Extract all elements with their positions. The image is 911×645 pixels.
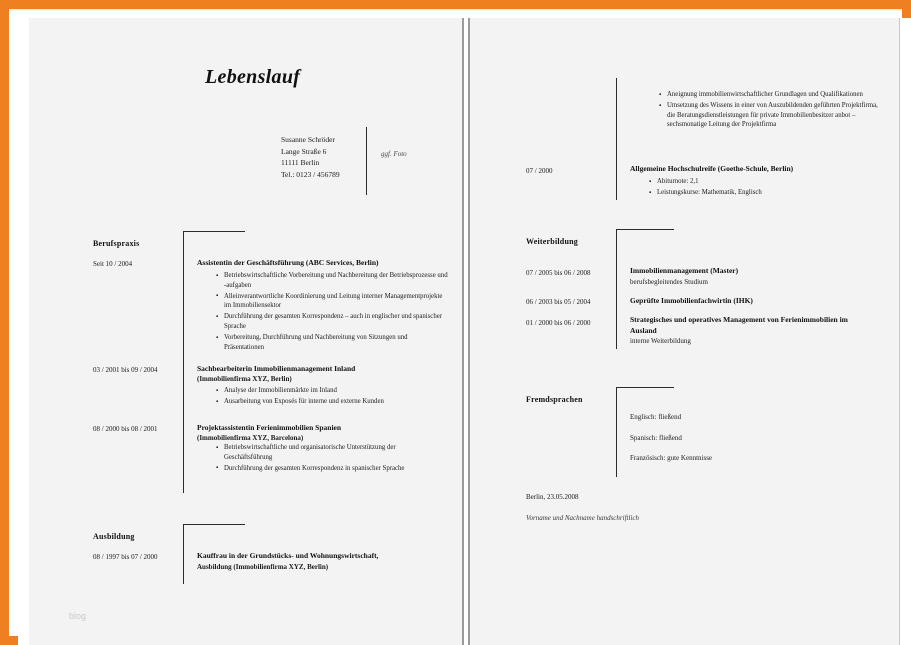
- section-rule-berufspraxis: [183, 231, 245, 232]
- document-canvas: [18, 18, 911, 645]
- entry-subtitle: Ausbildung (Immobilienfirma XYZ, Berlin): [197, 563, 329, 571]
- timeline-rule-weiterbildung: [616, 229, 617, 349]
- entry-date: 06 / 2003 bis 05 / 2004: [526, 298, 591, 306]
- list-item: ▪ Ausarbeitung von Exposés für interne und externe Kunden: [224, 397, 439, 407]
- signature-placeholder: Vorname und Nachname handschriftlich: [526, 514, 639, 522]
- entry-bullets: [648, 177, 882, 199]
- list-item: ▪ Betriebswirtschaftliche und organisatorische Unterstützung der Geschäftsführung: [224, 443, 444, 462]
- entry-bullets: [215, 271, 449, 354]
- contact-line-phone: Tel.: 0123 / 456789: [281, 169, 340, 179]
- entry-date: Seit 10 / 2004: [93, 260, 133, 268]
- list-item: ▪ Betriebswirtschaftliche Vorbereitung und Nachbereitung der Betriebsprozesse und -aufgaben: [224, 271, 449, 290]
- section-rule-ausbildung: [183, 524, 245, 525]
- entry-date: 08 / 1997 bis 07 / 2000: [93, 553, 158, 561]
- entry-title: Kauffrau in der Grundstücks- und Wohnungswirtschaft,: [197, 551, 379, 560]
- entry-subtitle: (Immobilienfirma XYZ, Barcelona): [197, 434, 304, 442]
- contact-block: [281, 134, 340, 180]
- language-item: Französisch: gute Kenntnisse: [630, 454, 713, 462]
- entry-date: 07 / 2005 bis 06 / 2008: [526, 269, 591, 277]
- entry-title: Projektassistentin Ferienimmobilien Spanien: [197, 423, 342, 432]
- photo-placeholder-label: ggf. Foto: [381, 150, 407, 158]
- list-item: ▪ Vorbereitung, Durchführung und Nachbereitung von Sitzungen und Präsentationen: [224, 333, 449, 352]
- entry-subtitle: berufsbegleitendes Studium: [630, 278, 708, 286]
- section-heading-fremdsprachen: Fremdsprachen: [526, 395, 583, 404]
- closing-place-date: Berlin, 23.05.2008: [526, 493, 579, 501]
- entry-title: Allgemeine Hochschulreife (Goethe-Schule, Berlin): [630, 164, 794, 173]
- timeline-rule-ausbildung: [183, 524, 184, 584]
- section-rule-fremdsprachen: [616, 387, 674, 388]
- timeline-rule-fremdsprachen: [616, 387, 617, 477]
- contact-line-name: Susanne Schröder: [281, 135, 335, 144]
- entry-title: Strategisches und operatives Management von Ferienimmobilien im Ausland: [630, 315, 848, 335]
- watermark-label: blog: [69, 611, 87, 621]
- cv-page-1: [29, 18, 464, 645]
- entry-bullets: [215, 443, 444, 475]
- entry-bullets: [215, 386, 439, 408]
- list-item: ▪ Analyse der Immobilienmärkte im Inland: [224, 386, 439, 396]
- language-item: Englisch: fließend: [630, 413, 682, 421]
- section-heading-weiterbildung: Weiterbildung: [526, 237, 578, 246]
- photo-divider-rule: [366, 127, 367, 195]
- entry-title: Immobilienmanagement (Master): [630, 266, 739, 275]
- list-item: ▪ Abiturnote: 2,1: [657, 177, 882, 187]
- section-heading-ausbildung: Ausbildung: [93, 532, 135, 541]
- contact-line-city: 11111 Berlin: [281, 158, 320, 167]
- entry-title: Geprüfte Immobilienfachwirtin (IHK): [630, 296, 753, 305]
- list-item: ▪ Umsetzung des Wissens in einer von Auszubildenden geführten Projektfirma, die Beratungsdienstleistungen für private Immobilienbesitzer anbot – sechsmonatige Leitung der Projektfirma: [667, 101, 882, 130]
- page-title: Lebenslauf: [205, 66, 301, 88]
- timeline-rule-ausbildung-continued: [616, 78, 617, 200]
- entry-title: Sachbearbeiterin Immobilienmanagement Inland: [197, 364, 356, 373]
- entry-date: 03 / 2001 bis 09 / 2004: [93, 366, 158, 374]
- ausbildung-continued-bullets: [658, 90, 882, 131]
- entry-subtitle: (Immobilienfirma XYZ, Berlin): [197, 375, 292, 383]
- timeline-rule-berufspraxis: [183, 231, 184, 493]
- entry-title: Assistentin der Geschäftsführung (ABC Services, Berlin): [197, 258, 379, 267]
- entry-date: 07 / 2000: [526, 167, 553, 175]
- language-item: Spanisch: fließend: [630, 434, 682, 442]
- list-item: ▪ Aneignung immobilienwirtschaftlicher Grundlagen und Qualifikationen: [667, 90, 882, 100]
- list-item: ▪ Durchführung der gesamten Korrespondenz – auch in englischer und spanischer Sprache: [224, 312, 449, 331]
- list-item: ▪ Leistungskurse: Mathematik, Englisch: [657, 188, 882, 198]
- list-item: ▪ Alleinverantwortliche Koordinierung und Leitung interner Managementprojekte im Immobiliensektor: [224, 292, 449, 311]
- entry-subtitle: interne Weiterbildung: [630, 337, 691, 345]
- section-rule-weiterbildung: [616, 229, 674, 230]
- cv-page-2: [468, 18, 900, 645]
- section-heading-berufspraxis: Berufspraxis: [93, 239, 140, 248]
- entry-date: 01 / 2000 bis 06 / 2000: [526, 319, 591, 327]
- entry-date: 08 / 2000 bis 08 / 2001: [93, 425, 158, 433]
- list-item: ▪ Durchführung der gesamten Korrespondenz in spanischer Sprache: [224, 464, 444, 474]
- contact-line-street: Lange Straße 6: [281, 146, 327, 156]
